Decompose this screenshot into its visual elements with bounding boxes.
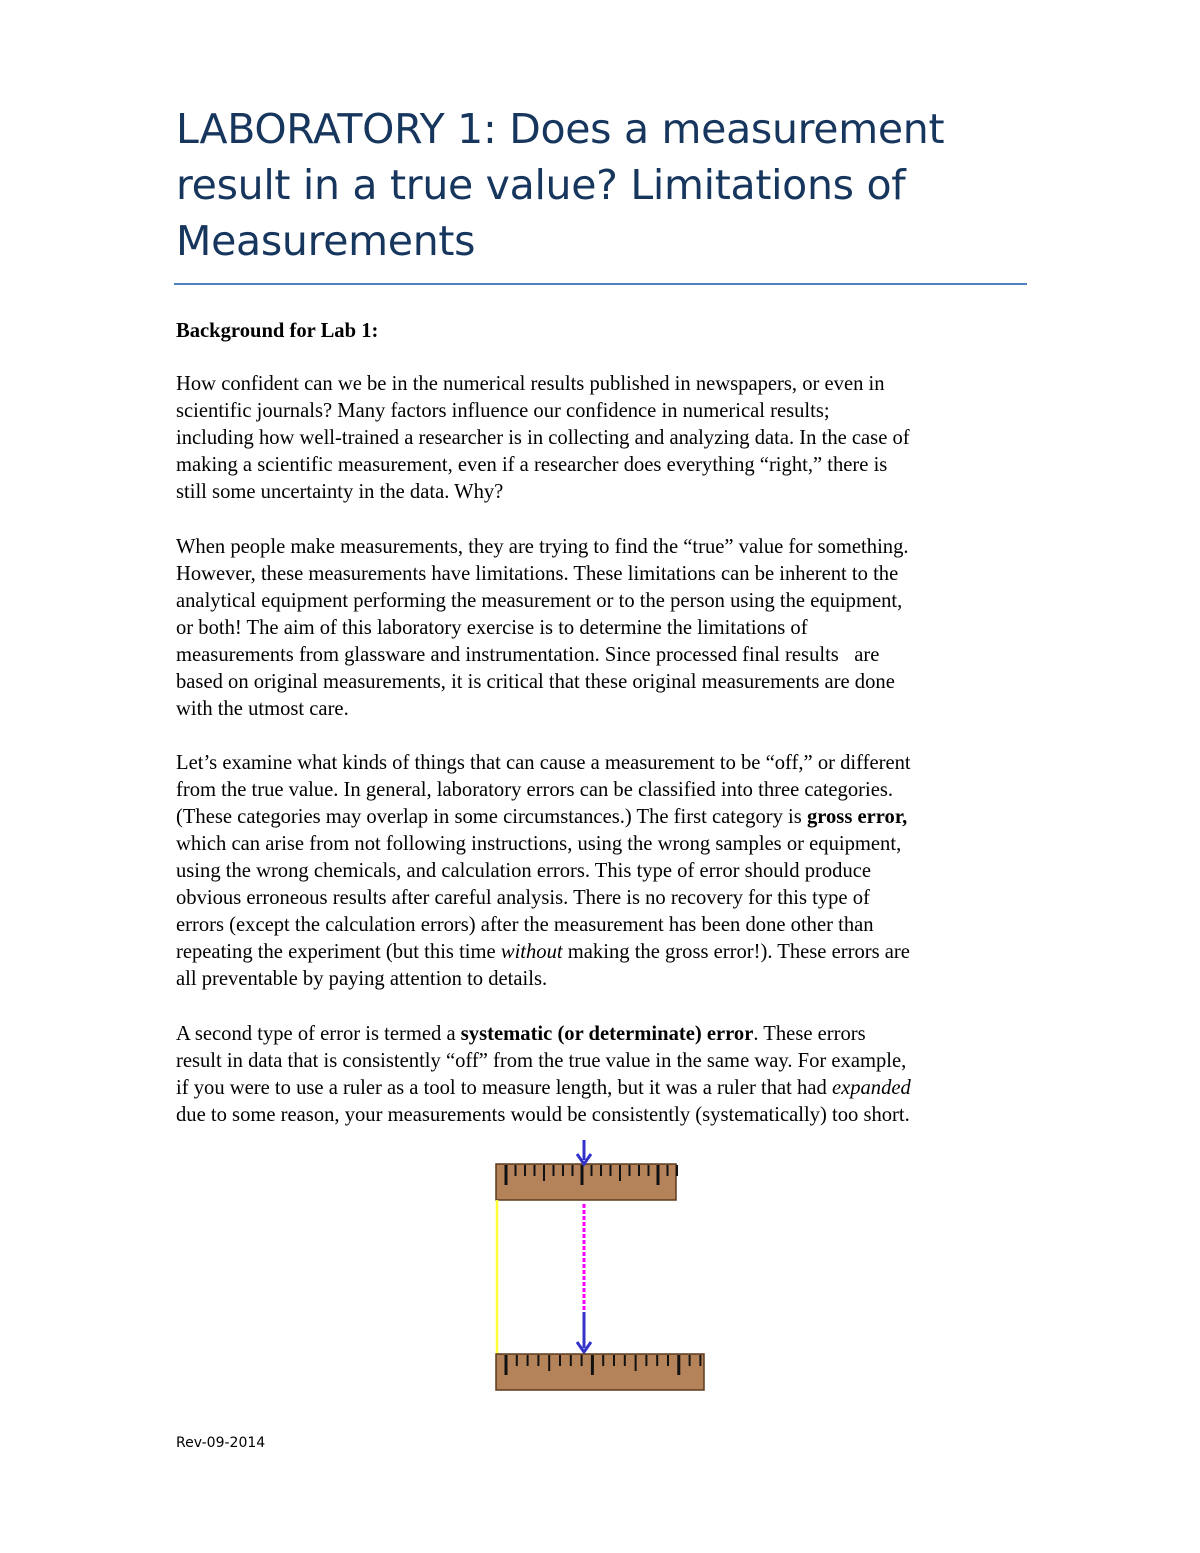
title-line: Measurements (176, 217, 476, 265)
text-line (176, 804, 1036, 831)
ruler-figure (480, 1140, 720, 1400)
text-line (176, 939, 1036, 966)
text-line (176, 1075, 1036, 1102)
text-line: measurements from glassware and instrumentation. Since processed final results are (176, 644, 880, 666)
text-line: including how well-trained a researcher is in collecting and analyzing data. In the case of (176, 427, 910, 449)
text-line: using the wrong chemicals, and calculation errors. This type of error should produce (176, 860, 872, 882)
ruler-top (496, 1164, 677, 1200)
text-line: from the true value. In general, laboratory errors can be classified into three categories. (176, 779, 894, 801)
text-line: Let’s examine what kinds of things that can cause a measurement to be “off,” or different (176, 752, 911, 774)
term-gross-error: gross error, (806, 806, 908, 828)
arrow-icon (577, 1312, 591, 1352)
text-line: analytical equipment performing the measurement or to the person using the equipment, (176, 590, 903, 612)
text-run: . These errors (753, 1023, 866, 1045)
text-run: if you were to use a ruler as a tool to measure length, but it was a ruler that had (176, 1077, 832, 1099)
arrow-icon (577, 1140, 591, 1164)
text-line: still some uncertainty in the data. Why? (176, 481, 504, 503)
text-run: making the gross error!). These errors are (562, 941, 910, 963)
text-line: obvious erroneous results after careful analysis. There is no recovery for this type of (176, 887, 870, 909)
revision-footer: Rev-09-2014 (176, 1435, 266, 1451)
section-heading: Background for Lab 1: (176, 320, 379, 342)
paragraph-4 (176, 1021, 1036, 1129)
emphasis-without: without (500, 941, 563, 963)
text-line: result in data that is consistently “off” from the true value in the same way. For example, (176, 1050, 907, 1072)
text-line: or both! The aim of this laboratory exercise is to determine the limitations of (176, 617, 808, 639)
title-line: result in a true value? Limitations of (176, 161, 906, 209)
text-line: However, these measurements have limitations. These limitations can be inherent to the (176, 563, 899, 585)
paragraph-1 (176, 371, 1036, 506)
text-line: due to some reason, your measurements would be consistently (systematically) too short. (176, 1104, 910, 1126)
paragraph-3 (176, 750, 1036, 993)
text-line: all preventable by paying attention to details. (176, 968, 548, 990)
page-title (176, 101, 1036, 269)
text-line: scientific journals? Many factors influence our confidence in numerical results; (176, 400, 830, 422)
text-line: How confident can we be in the numerical results published in newspapers, or even in (176, 373, 885, 395)
ruler-bottom (496, 1354, 704, 1390)
text-run: A second type of error is termed a (176, 1023, 461, 1045)
term-systematic-error: systematic (or determinate) error (460, 1023, 754, 1045)
title-line: LABORATORY 1: Does a measurement (176, 105, 945, 153)
text-line: errors (except the calculation errors) after the measurement has been done other than (176, 914, 874, 936)
text-line: which can arise from not following instructions, using the wrong samples or equipment, (176, 833, 902, 855)
emphasis-expanded: expanded (831, 1077, 911, 1099)
text-line: based on original measurements, it is critical that these original measurements are done (176, 671, 895, 693)
text-line: When people make measurements, they are trying to find the “true” value for something. (176, 536, 909, 558)
text-run: repeating the experiment (but this time (176, 941, 501, 963)
text-line: making a scientific measurement, even if a researcher does everything “right,” there is (176, 454, 888, 476)
title-divider (174, 283, 1027, 285)
text-line (176, 1021, 1036, 1048)
paragraph-2 (176, 534, 1036, 723)
text-line: with the utmost care. (176, 698, 349, 720)
text-run: (These categories may overlap in some circumstances.) The first category is (176, 806, 807, 828)
